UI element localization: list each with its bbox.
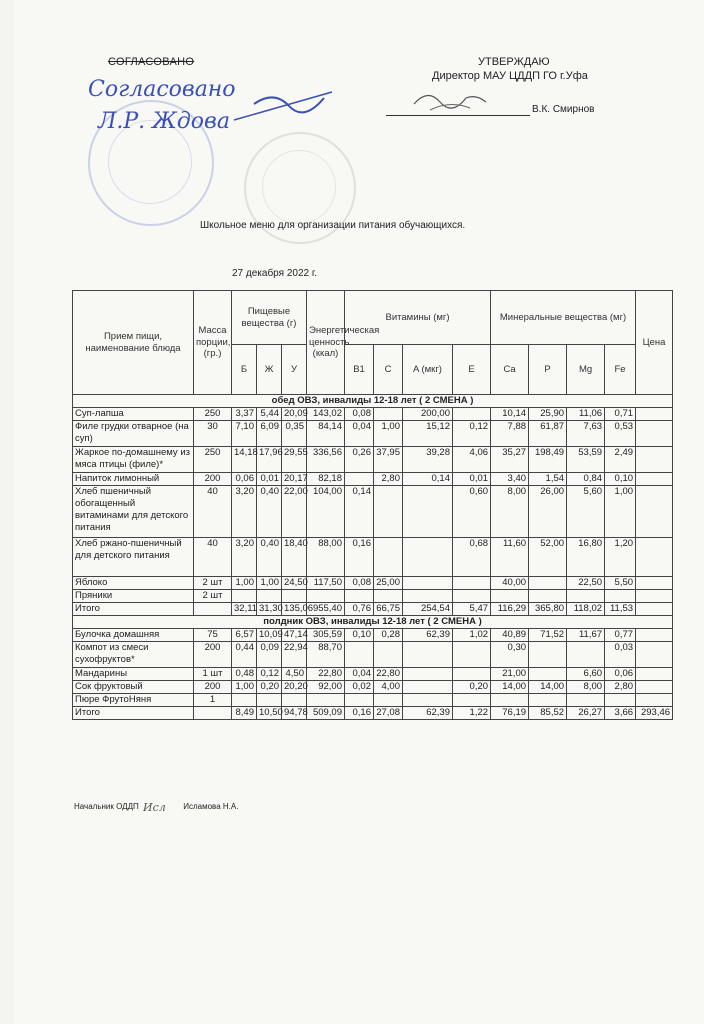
cell-c xyxy=(374,486,403,538)
cell-mg xyxy=(567,642,605,668)
cell-a: 254,54 xyxy=(403,603,453,616)
cell-zh: 10,50 xyxy=(257,707,282,720)
cell-b1: 0,08 xyxy=(345,577,374,590)
cell-price xyxy=(636,681,673,694)
cell-p: 198,49 xyxy=(529,447,567,473)
dish-name: Суп-лапша xyxy=(73,408,194,421)
cell-a xyxy=(403,642,453,668)
cell-b: 8,49 xyxy=(232,707,257,720)
cell-b1: 0,16 xyxy=(345,707,374,720)
cell-u: 4,50 xyxy=(282,668,307,681)
cell-e xyxy=(453,668,491,681)
dish-name: Пряники xyxy=(73,590,194,603)
cell-fe xyxy=(605,590,636,603)
cell-en: 143,02 xyxy=(307,408,345,421)
cell-u xyxy=(282,590,307,603)
cell-a: 200,00 xyxy=(403,408,453,421)
cell-zh: 31,30 xyxy=(257,603,282,616)
cell-en xyxy=(307,694,345,707)
cell-en: 305,59 xyxy=(307,629,345,642)
director-title: Директор МАУ ЦДДП ГО г.Уфа xyxy=(432,70,588,82)
cell-zh: 0,40 xyxy=(257,486,282,538)
cell-u: 47,14 xyxy=(282,629,307,642)
cell-zh: 0,09 xyxy=(257,642,282,668)
cell-b xyxy=(232,590,257,603)
cell-b1: 0,04 xyxy=(345,668,374,681)
header-p: P xyxy=(529,345,567,395)
cell-mg: 53,59 xyxy=(567,447,605,473)
table-row xyxy=(73,473,673,486)
header-mass: Масса порции, (гр.) xyxy=(194,291,232,395)
header-c: C xyxy=(374,345,403,395)
cell-b1 xyxy=(345,694,374,707)
menu-date: 27 декабря 2022 г. xyxy=(232,268,318,279)
cell-e xyxy=(453,577,491,590)
cell-b: 7,10 xyxy=(232,421,257,447)
cell-a xyxy=(403,694,453,707)
cell-mg: 0,84 xyxy=(567,473,605,486)
cell-mass xyxy=(194,603,232,616)
cell-c: 0,28 xyxy=(374,629,403,642)
table-row xyxy=(73,447,673,473)
cell-a xyxy=(403,590,453,603)
cell-p xyxy=(529,642,567,668)
cell-fe: 0,71 xyxy=(605,408,636,421)
header-energy: Энергетическая ценность (ккал) xyxy=(307,291,345,395)
cell-u: 0,35 xyxy=(282,421,307,447)
cell-b1 xyxy=(345,642,374,668)
table-row xyxy=(73,603,673,616)
cell-c: 2,80 xyxy=(374,473,403,486)
cell-c: 25,00 xyxy=(374,577,403,590)
cell-b1 xyxy=(345,473,374,486)
cell-mg: 118,02 xyxy=(567,603,605,616)
cell-ca: 11,60 xyxy=(491,538,529,577)
cell-ca: 0,30 xyxy=(491,642,529,668)
cell-p: 71,52 xyxy=(529,629,567,642)
cell-b: 32,11 xyxy=(232,603,257,616)
cell-b1: 0,02 xyxy=(345,681,374,694)
cell-b1: 0,14 xyxy=(345,486,374,538)
header-b: Б xyxy=(232,345,257,395)
cell-fe: 1,20 xyxy=(605,538,636,577)
cell-price xyxy=(636,408,673,421)
table-row xyxy=(73,642,673,668)
cell-ca: 21,00 xyxy=(491,668,529,681)
header-price: Цена xyxy=(636,291,673,395)
cell-en: 336,56 xyxy=(307,447,345,473)
cell-price xyxy=(636,421,673,447)
cell-mg: 5,60 xyxy=(567,486,605,538)
cell-e xyxy=(453,642,491,668)
cell-u xyxy=(282,694,307,707)
cell-ca xyxy=(491,694,529,707)
footer-signature xyxy=(141,800,181,814)
cell-e: 0,12 xyxy=(453,421,491,447)
cell-e: 1,22 xyxy=(453,707,491,720)
cell-c xyxy=(374,642,403,668)
dish-name: Сок фруктовый xyxy=(73,681,194,694)
cell-a xyxy=(403,668,453,681)
cell-b: 1,00 xyxy=(232,577,257,590)
cell-ca: 40,89 xyxy=(491,629,529,642)
cell-u: 94,78 xyxy=(282,707,307,720)
cell-ca: 7,88 xyxy=(491,421,529,447)
section-lunch xyxy=(73,395,673,408)
header-minerals: Минеральные вещества (мг) xyxy=(491,291,636,345)
cell-b1: 0,10 xyxy=(345,629,374,642)
cell-zh: 0,40 xyxy=(257,538,282,577)
cell-p: 85,52 xyxy=(529,707,567,720)
dish-name: Итого xyxy=(73,707,194,720)
section-snack xyxy=(73,616,673,629)
cell-en: 104,00 xyxy=(307,486,345,538)
table-row xyxy=(73,707,673,720)
cell-b1: 0,76 xyxy=(345,603,374,616)
cell-fe: 2,49 xyxy=(605,447,636,473)
cell-ca: 8,00 xyxy=(491,486,529,538)
handwritten-approval-signature xyxy=(84,70,334,140)
cell-a: 0,14 xyxy=(403,473,453,486)
header-zh: Ж xyxy=(257,345,282,395)
cell-mass: 1 xyxy=(194,694,232,707)
cell-e xyxy=(453,408,491,421)
cell-fe: 3,66 xyxy=(605,707,636,720)
cell-fe: 0,10 xyxy=(605,473,636,486)
cell-price xyxy=(636,577,673,590)
cell-b: 0,06 xyxy=(232,473,257,486)
cell-zh: 6,09 xyxy=(257,421,282,447)
cell-zh: 17,96 xyxy=(257,447,282,473)
cell-c: 4,00 xyxy=(374,681,403,694)
cell-e: 0,60 xyxy=(453,486,491,538)
cell-a xyxy=(403,486,453,538)
cell-b1: 0,08 xyxy=(345,408,374,421)
table-row xyxy=(73,486,673,538)
cell-a: 15,12 xyxy=(403,421,453,447)
table-row xyxy=(73,694,673,707)
cell-e: 5,47 xyxy=(453,603,491,616)
cell-ca: 14,00 xyxy=(491,681,529,694)
cell-b: 3,20 xyxy=(232,486,257,538)
footer-name: Исламова Н.А. xyxy=(183,802,239,812)
cell-fe: 0,03 xyxy=(605,642,636,668)
cell-mass: 250 xyxy=(194,447,232,473)
cell-price xyxy=(636,590,673,603)
cell-e: 1,02 xyxy=(453,629,491,642)
cell-zh: 0,01 xyxy=(257,473,282,486)
cell-e: 4,06 xyxy=(453,447,491,473)
cell-a: 62,39 xyxy=(403,629,453,642)
dish-name: Яблоко xyxy=(73,577,194,590)
cell-mass: 1 шт xyxy=(194,668,232,681)
header-nutrients: Пищевые вещества (г) xyxy=(232,291,307,345)
cell-zh xyxy=(257,694,282,707)
cell-en: 84,14 xyxy=(307,421,345,447)
table-row xyxy=(73,408,673,421)
cell-c xyxy=(374,408,403,421)
cell-zh: 5,44 xyxy=(257,408,282,421)
cell-mg: 6,60 xyxy=(567,668,605,681)
cell-ca: 3,40 xyxy=(491,473,529,486)
cell-en: 117,50 xyxy=(307,577,345,590)
cell-en xyxy=(307,590,345,603)
dish-name: Филе грудки отварное (на суп) xyxy=(73,421,194,447)
cell-p: 25,90 xyxy=(529,408,567,421)
cell-fe: 11,53 xyxy=(605,603,636,616)
signature-line xyxy=(386,115,530,116)
cell-mass: 200 xyxy=(194,681,232,694)
cell-u: 20,17 xyxy=(282,473,307,486)
cell-en: 22,80 xyxy=(307,668,345,681)
cell-fe: 0,06 xyxy=(605,668,636,681)
cell-mass: 250 xyxy=(194,408,232,421)
cell-p: 14,00 xyxy=(529,681,567,694)
cell-b: 14,18 xyxy=(232,447,257,473)
cell-b: 6,57 xyxy=(232,629,257,642)
cell-mg: 7,63 xyxy=(567,421,605,447)
cell-c: 1,00 xyxy=(374,421,403,447)
cell-b xyxy=(232,694,257,707)
cell-price xyxy=(636,642,673,668)
cell-price xyxy=(636,473,673,486)
cell-en: 82,18 xyxy=(307,473,345,486)
cell-mass: 75 xyxy=(194,629,232,642)
cell-fe: 2,80 xyxy=(605,681,636,694)
cell-fe: 5,50 xyxy=(605,577,636,590)
cell-b1: 0,04 xyxy=(345,421,374,447)
cell-a xyxy=(403,538,453,577)
cell-a: 62,39 xyxy=(403,707,453,720)
cell-c xyxy=(374,590,403,603)
cell-price xyxy=(636,486,673,538)
cell-price xyxy=(636,629,673,642)
header-ca: Ca xyxy=(491,345,529,395)
cell-price xyxy=(636,538,673,577)
dish-name: Хлеб ржано-пшеничный для детского питания xyxy=(73,538,194,577)
cell-mg: 8,00 xyxy=(567,681,605,694)
cell-en: 88,70 xyxy=(307,642,345,668)
cell-mass: 2 шт xyxy=(194,577,232,590)
cell-zh: 1,00 xyxy=(257,577,282,590)
approve-label: УТВЕРЖДАЮ xyxy=(478,56,550,68)
cell-b: 3,37 xyxy=(232,408,257,421)
header-a: A (мкг) xyxy=(403,345,453,395)
handwriting-text-2: Л.Р. Ждова xyxy=(98,109,230,134)
cell-en: 92,00 xyxy=(307,681,345,694)
cell-mg xyxy=(567,694,605,707)
header-mg: Mg xyxy=(567,345,605,395)
cell-p: 365,80 xyxy=(529,603,567,616)
cell-u: 20,09 xyxy=(282,408,307,421)
cell-c: 27,08 xyxy=(374,707,403,720)
director-name: В.К. Смирнов xyxy=(532,104,595,115)
cell-mass: 200 xyxy=(194,473,232,486)
cell-mass: 40 xyxy=(194,538,232,577)
table-row xyxy=(73,590,673,603)
cell-ca: 76,19 xyxy=(491,707,529,720)
cell-u: 22,00 xyxy=(282,486,307,538)
menu-title: Школьное меню для организации питания обучающихся. xyxy=(200,220,466,231)
header-u: У xyxy=(282,345,307,395)
cell-a xyxy=(403,577,453,590)
dish-name: Пюре ФрутоНяня xyxy=(73,694,194,707)
cell-p xyxy=(529,668,567,681)
table-row xyxy=(73,629,673,642)
footer xyxy=(74,800,238,814)
cell-u: 22,94 xyxy=(282,642,307,668)
cell-mg: 11,06 xyxy=(567,408,605,421)
dish-name: Мандарины xyxy=(73,668,194,681)
cell-u: 135,06 xyxy=(282,603,307,616)
cell-c: 66,75 xyxy=(374,603,403,616)
header-b1: B1 xyxy=(345,345,374,395)
cell-ca: 40,00 xyxy=(491,577,529,590)
cell-a xyxy=(403,681,453,694)
cell-price: 293,46 xyxy=(636,707,673,720)
section-title: полдник ОВЗ, инвалиды 12-18 лет ( 2 СМЕНА ) xyxy=(73,616,673,629)
cell-zh: 0,12 xyxy=(257,668,282,681)
cell-p: 1,54 xyxy=(529,473,567,486)
cell-e: 0,68 xyxy=(453,538,491,577)
cell-zh: 10,09 xyxy=(257,629,282,642)
cell-e: 0,01 xyxy=(453,473,491,486)
cell-zh xyxy=(257,590,282,603)
cell-price xyxy=(636,694,673,707)
director-signature xyxy=(410,84,490,114)
cell-fe: 0,77 xyxy=(605,629,636,642)
cell-c xyxy=(374,694,403,707)
header-vitamins: Витамины (мг) xyxy=(345,291,491,345)
header-e: E xyxy=(453,345,491,395)
cell-p xyxy=(529,694,567,707)
cell-en: 88,00 xyxy=(307,538,345,577)
header-meal: Прием пищи, наименование блюда xyxy=(73,291,194,395)
table-row xyxy=(73,538,673,577)
cell-mass xyxy=(194,707,232,720)
menu-table xyxy=(72,290,673,720)
table-row xyxy=(73,421,673,447)
table-row xyxy=(73,577,673,590)
dish-name: Напиток лимонный xyxy=(73,473,194,486)
cell-c: 37,95 xyxy=(374,447,403,473)
cell-ca: 10,14 xyxy=(491,408,529,421)
cell-mg: 26,27 xyxy=(567,707,605,720)
cell-zh: 0,20 xyxy=(257,681,282,694)
cell-u: 18,40 xyxy=(282,538,307,577)
section-title: обед ОВЗ, инвалиды 12-18 лет ( 2 СМЕНА ) xyxy=(73,395,673,408)
cell-ca: 116,29 xyxy=(491,603,529,616)
dish-name: Итого xyxy=(73,603,194,616)
footer-signature-text: Исл xyxy=(142,801,166,814)
cell-ca: 35,27 xyxy=(491,447,529,473)
cell-mg: 16,80 xyxy=(567,538,605,577)
dish-name: Булочка домашняя xyxy=(73,629,194,642)
cell-e xyxy=(453,590,491,603)
cell-b: 0,44 xyxy=(232,642,257,668)
cell-u: 29,55 xyxy=(282,447,307,473)
cell-mass: 2 шт xyxy=(194,590,232,603)
cell-u: 20,20 xyxy=(282,681,307,694)
table-row xyxy=(73,681,673,694)
cell-fe xyxy=(605,694,636,707)
cell-ca xyxy=(491,590,529,603)
cell-e xyxy=(453,694,491,707)
cell-p xyxy=(529,577,567,590)
cell-a: 39,28 xyxy=(403,447,453,473)
cell-mass: 40 xyxy=(194,486,232,538)
cell-b: 0,48 xyxy=(232,668,257,681)
cell-u: 24,50 xyxy=(282,577,307,590)
handwriting-text-1: Согласовано xyxy=(88,77,236,102)
dish-name: Компот из смеси сухофруктов* xyxy=(73,642,194,668)
cell-mass: 200 xyxy=(194,642,232,668)
cell-price xyxy=(636,668,673,681)
cell-b1 xyxy=(345,590,374,603)
cell-fe: 0,53 xyxy=(605,421,636,447)
footer-position: Начальник ОДДП xyxy=(74,802,139,812)
cell-en: 955,40 xyxy=(307,603,345,616)
agreed-label: СОГЛАСОВАНО xyxy=(108,56,195,68)
cell-b: 3,20 xyxy=(232,538,257,577)
table-row xyxy=(73,668,673,681)
cell-fe: 1,00 xyxy=(605,486,636,538)
cell-b1: 0,16 xyxy=(345,538,374,577)
dish-name: Хлеб пшеничный обогащенный витаминами для детского питания xyxy=(73,486,194,538)
header-fe: Fe xyxy=(605,345,636,395)
cell-b1: 0,26 xyxy=(345,447,374,473)
cell-mg: 22,50 xyxy=(567,577,605,590)
cell-e: 0,20 xyxy=(453,681,491,694)
cell-price xyxy=(636,603,673,616)
cell-mg xyxy=(567,590,605,603)
cell-b: 1,00 xyxy=(232,681,257,694)
cell-price xyxy=(636,447,673,473)
cell-en: 509,09 xyxy=(307,707,345,720)
cell-p: 61,87 xyxy=(529,421,567,447)
cell-p xyxy=(529,590,567,603)
cell-mg: 11,67 xyxy=(567,629,605,642)
cell-c xyxy=(374,538,403,577)
cell-mass: 30 xyxy=(194,421,232,447)
dish-name: Жаркое по-домашнему из мяса птицы (филе)* xyxy=(73,447,194,473)
cell-c: 22,80 xyxy=(374,668,403,681)
cell-p: 26,00 xyxy=(529,486,567,538)
cell-p: 52,00 xyxy=(529,538,567,577)
